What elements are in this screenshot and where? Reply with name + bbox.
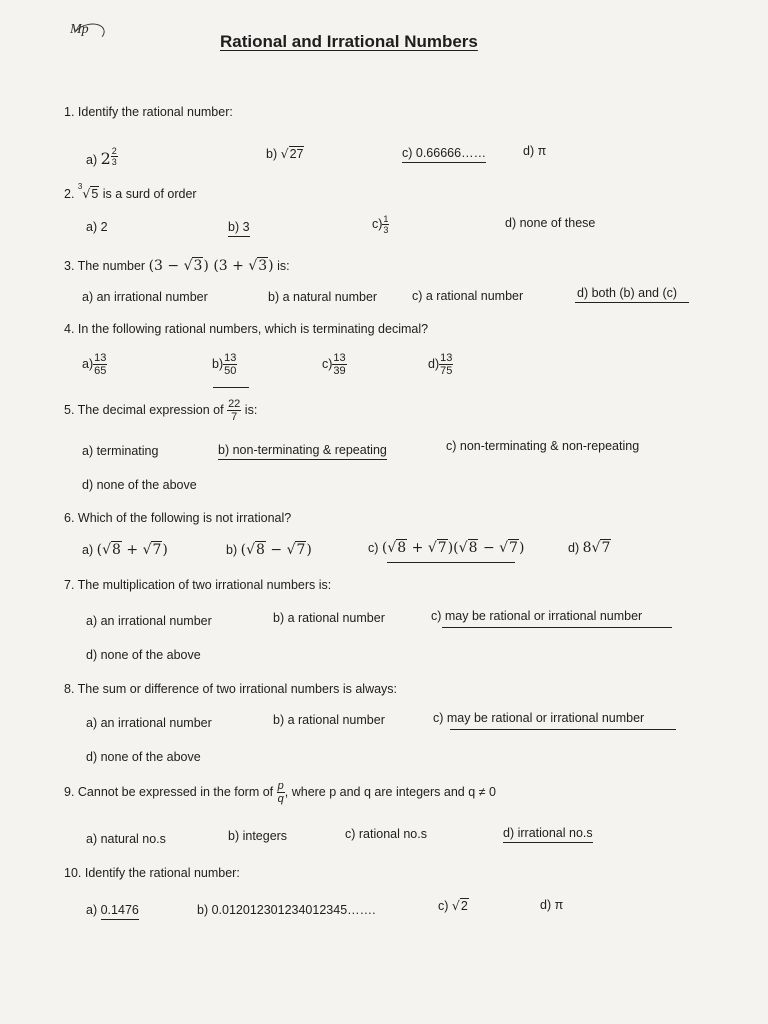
q3-radicand-1: 3 [193, 258, 203, 274]
q2-radicand: 5 [91, 187, 99, 201]
q10-option-c-radicand: 2 [460, 899, 468, 913]
q4-option-d-fraction [439, 352, 453, 377]
q7-option-b: b) a rational number [273, 611, 385, 625]
q1-exp-den: 3 [111, 157, 117, 167]
q3-expr-3: ) [268, 258, 274, 274]
question-6-stem: 6. Which of the following is not irrational? [64, 511, 292, 525]
sqrt-icon: √ [499, 540, 509, 556]
question-10-stem: 10. Identify the rational number: [64, 866, 240, 880]
question-9-stem [64, 780, 496, 805]
q2-option-c-fraction [382, 214, 389, 235]
q7-answer-underline [442, 627, 672, 628]
q7-option-d: d) none of the above [86, 648, 201, 662]
q5-num: 22 [228, 398, 241, 410]
q1-exp-num: 2 [111, 146, 117, 156]
q10-option-c-label: c) [438, 899, 449, 913]
q10-option-b: b) 0.012012301234012345……. [197, 903, 376, 917]
q4-d-num: 13 [440, 352, 453, 364]
q4-option-c-label: c) [322, 356, 333, 371]
q4-option-b-fraction [223, 352, 237, 377]
q3-stem-post: is: [277, 259, 290, 273]
q7-option-a: a) an irrational number [86, 614, 212, 628]
q4-b-den: 50 [224, 365, 237, 377]
q5-stem-post: is: [244, 402, 258, 417]
q4-answer-underline [213, 387, 249, 388]
q6-option-d-label: d) [568, 541, 580, 555]
q4-c-num: 13 [333, 352, 346, 364]
q6-b-radicand-7: 7 [296, 542, 306, 558]
q2-option-c-label: c) [372, 216, 383, 231]
q4-a-num: 13 [94, 352, 107, 364]
q10-option-c [438, 898, 469, 913]
q1-option-b [266, 146, 304, 161]
q7-option-c: c) may be rational or irrational number [431, 609, 643, 623]
q8-answer-underline [450, 729, 676, 730]
question-7-stem: 7. The multiplication of two irrational numbers is: [64, 578, 332, 592]
logo: Mp [70, 22, 89, 37]
q1-option-a-base: 2 [100, 149, 111, 168]
sqrt-icon: √ [451, 898, 460, 913]
question-4-stem: 4. In the following rational numbers, which is terminating decimal? [64, 322, 429, 336]
q5-option-a: a) terminating [82, 444, 159, 458]
q3-radicand-2: 3 [258, 258, 268, 274]
q3-option-b: b) a natural number [268, 290, 378, 304]
q3-expr-1: (3 − [148, 258, 184, 274]
question-1-stem: 1. Identify the rational number: [64, 105, 233, 119]
q9-option-b: b) integers [228, 829, 288, 843]
q2-number: 2. [64, 187, 75, 201]
q4-option-a [82, 352, 107, 377]
q10-option-d: d) π [540, 898, 564, 912]
q4-a-den: 65 [94, 365, 107, 377]
q8-option-c: c) may be rational or irrational number [433, 711, 645, 725]
q4-option-b [212, 352, 237, 377]
sqrt-icon: √ [248, 258, 258, 274]
q10-option-a-value: 0.1476 [101, 903, 139, 920]
q6-option-c: c) (√8 + √7)(√8 − √7) [368, 540, 525, 556]
q10-option-a-label: a) [86, 903, 98, 917]
q6-a-radicand-8: 8 [112, 542, 121, 558]
sqrt-icon: √ [142, 542, 152, 558]
q3-option-d: d) both (b) and (c) [577, 286, 678, 300]
q6-c-radicand-7b: 7 [509, 540, 518, 556]
q5-option-c: c) non-terminating & non-repeating [446, 439, 640, 453]
q6-c-radicand-8a: 8 [397, 540, 407, 556]
q6-c-radicand-7a: 7 [437, 540, 447, 556]
q6-b-radicand-8: 8 [256, 542, 265, 558]
q2-option-b-label: b) 3 [228, 220, 250, 237]
q5-option-b [218, 443, 387, 457]
q4-option-b-label: b) [212, 356, 224, 371]
q5-stem-fraction [227, 398, 241, 423]
q2-option-d: d) none of these [505, 216, 596, 230]
q2-c-num: 1 [383, 214, 389, 224]
q6-d-radicand-7: 7 [601, 540, 611, 556]
q2-root-index: 3 [77, 182, 83, 191]
q9-option-d-label: d) irrational no.s [503, 826, 593, 843]
q3-option-a: a) an irrational number [82, 290, 208, 304]
q4-d-den: 75 [440, 365, 453, 377]
q6-c-plus: + [411, 540, 424, 556]
q9-den: q [277, 793, 284, 805]
q9-stem-post: , where p and q are integers and q ≠ 0 [284, 784, 496, 799]
q4-option-d [428, 352, 453, 377]
sqrt-icon: √ [246, 542, 255, 558]
q4-option-c [322, 352, 347, 377]
q4-option-a-label: a) [82, 356, 94, 371]
q9-stem-pre: 9. Cannot be expressed in the form of [64, 784, 274, 799]
q2-option-a: a) 2 [86, 220, 108, 234]
q4-option-a-fraction [93, 352, 107, 377]
q5-option-b-label: b) non-terminating & repeating [218, 443, 387, 460]
q3-option-c: c) a rational number [412, 289, 524, 303]
q1-option-b-radicand: 27 [289, 147, 304, 161]
q9-stem-fraction [277, 780, 285, 805]
q3-answer-underline [575, 302, 689, 303]
q6-a-plus: + [126, 542, 139, 558]
q3-stem-pre: 3. The number [64, 259, 146, 273]
q1-option-d: d) π [523, 144, 547, 158]
sqrt-icon: √ [102, 542, 111, 558]
q6-d-coef: 8 [582, 540, 592, 556]
sqrt-icon: √ [458, 540, 468, 556]
q6-option-b-label: b) [226, 543, 238, 557]
q1-option-a-exponent [111, 146, 118, 167]
q4-c-den: 39 [333, 365, 346, 377]
sqrt-icon: √ [280, 146, 289, 161]
q4-b-num: 13 [224, 352, 237, 364]
question-8-stem: 8. The sum or difference of two irrational numbers is always: [64, 682, 398, 696]
q9-num: p [277, 780, 284, 792]
q6-option-a-label: a) [82, 543, 94, 557]
q1-option-a [86, 146, 118, 168]
sqrt-icon: √ [427, 540, 437, 556]
sqrt-icon: √ [591, 540, 601, 556]
q5-den: 7 [231, 411, 238, 423]
q6-c-minus: − [482, 540, 495, 556]
q8-option-b: b) a rational number [273, 713, 385, 727]
q6-option-d [568, 540, 611, 556]
q9-option-c: c) rational no.s [345, 827, 427, 841]
sqrt-icon: √ [286, 542, 296, 558]
q8-option-a: a) an irrational number [86, 716, 212, 730]
q4-option-c-fraction [332, 352, 346, 377]
q3-expr-2: ) (3 + [203, 258, 249, 274]
q9-option-a: a) natural no.s [86, 832, 166, 846]
question-5-stem [64, 398, 257, 423]
q9-option-d [503, 826, 593, 840]
q6-b-minus: − [270, 542, 283, 558]
q6-answer-underline [387, 562, 515, 563]
q2-option-c [372, 214, 389, 235]
sqrt-icon: √ [387, 540, 397, 556]
root-icon: √ [82, 186, 91, 201]
q2-c-den: 3 [383, 225, 389, 235]
question-3-stem [64, 258, 290, 274]
q1-option-c-label: c) 0.66666…… [402, 146, 486, 163]
q1-option-a-label: a) [86, 153, 98, 167]
q6-a-radicand-7: 7 [152, 542, 162, 558]
q5-option-d: d) none of the above [82, 478, 197, 492]
q6-option-b: b) (√8 − √7) [226, 542, 312, 558]
q4-option-d-label: d) [428, 356, 440, 371]
sqrt-icon: √ [183, 258, 193, 274]
q1-option-c [402, 146, 486, 160]
page-title: Rational and Irrational Numbers [220, 32, 478, 51]
q2-stem-text: is a surd of order [102, 187, 197, 201]
q6-c-radicand-8b: 8 [468, 540, 478, 556]
q6-option-c-label: c) [368, 541, 379, 555]
q8-option-d: d) none of the above [86, 750, 201, 764]
q2-option-b [228, 220, 250, 234]
question-2-stem [64, 182, 197, 201]
q6-option-a: a) (√8 + √7) [82, 542, 168, 558]
q5-stem-pre: 5. The decimal expression of [64, 402, 224, 417]
q1-option-b-label: b) [266, 147, 278, 161]
q10-option-a [86, 903, 139, 917]
